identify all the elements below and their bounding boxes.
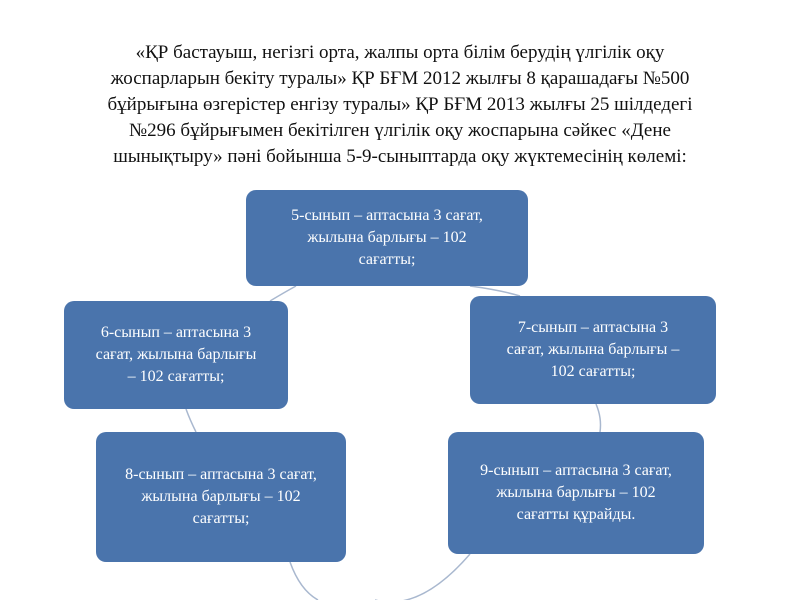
title-line: «ҚР бастауыш, негізгі орта, жалпы орта білім берудің үлгілік оқу [135,42,665,63]
node-grade-5 [246,190,528,286]
title-line: жоспарларын бекіту туралы» ҚР БҒМ 2012 жылғы 8 қарашадағы №500 [110,68,690,89]
title-line: бұйрығына өзгерістер енгізу туралы» ҚР БҒМ 2013 жылғы 25 шілдедегі [107,94,693,115]
connector-7-to-9 [596,404,601,432]
node-text: сағатты құрайды. [516,506,636,523]
node-text: 6-сынып – аптасына 3 [100,324,252,341]
node-text: сағатты; [192,510,250,527]
node-grade-6 [64,301,288,409]
title-line: №296 бұйрығымен бекітілген үлгілік оқу жоспарына сәйкес «Дене [129,120,671,141]
node-text: 9-сынып – аптасына 3 сағат, [480,462,672,479]
node-text: жылына барлығы – 102 [307,229,467,246]
connector-5-to-7 [470,286,520,296]
node-text: сағатты; [358,251,416,268]
node-text: жылына барлығы – 102 [496,484,656,501]
connector-6-to-5 [270,286,296,301]
node-grade-9 [448,432,704,554]
node-text: – 102 сағатты; [127,368,225,385]
node-text: 7-сынып – аптасына 3 [517,319,669,336]
connector-8-to-6 [186,409,196,432]
node-text: 5-сынып – аптасына 3 сағат, [291,207,483,224]
title-line: шынықтыру» пәні бойынша 5-9-сыныптарда оқу жүктемесінің көлемі: [113,146,687,167]
node-grade-7 [470,296,716,404]
node-text: жылына барлығы – 102 [141,488,301,505]
node-text: сағат, жылына барлығы [95,346,257,363]
node-text: 102 сағатты; [550,363,636,380]
node-text: 8-сынып – аптасына 3 сағат, [125,466,317,483]
node-text: сағат, жылына барлығы – [506,341,680,358]
node-grade-8 [96,432,346,562]
